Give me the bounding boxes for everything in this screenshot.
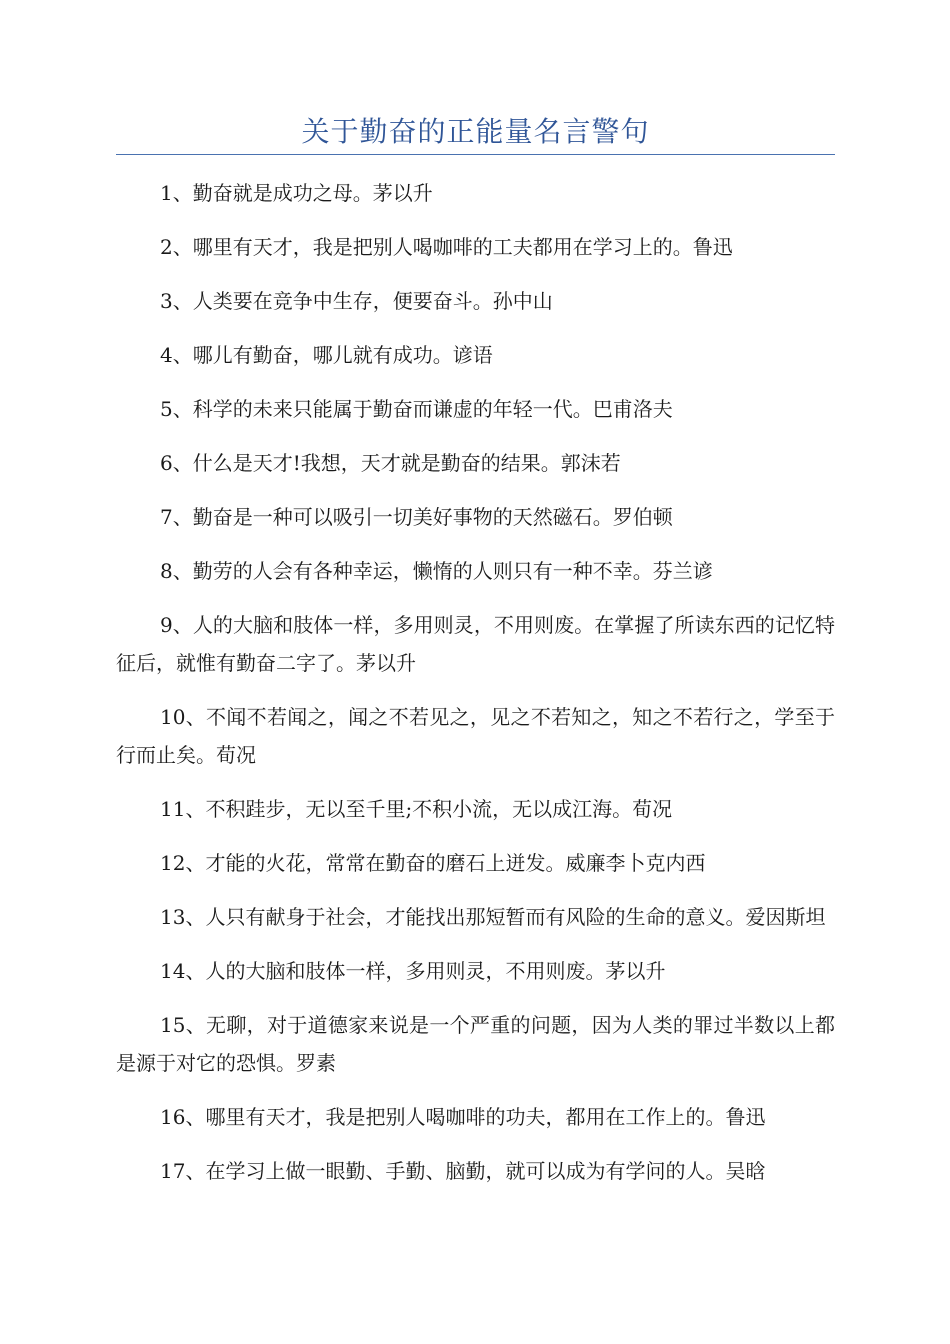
quote-paragraph-13: 13、人只有献身于社会，才能找出那短暂而有风险的生命的意义。爱因斯坦 bbox=[160, 905, 826, 929]
quote-paragraph-11: 11、不积跬步，无以至千里;不积小流，无以成江海。荀况 bbox=[160, 797, 673, 821]
quote-paragraph-6: 6、什么是天才!我想，天才就是勤奋的结果。郭沫若 bbox=[160, 451, 621, 475]
title-underline bbox=[116, 154, 835, 155]
document-body bbox=[116, 174, 835, 1206]
quote-paragraph-7: 7、勤奋是一种可以吸引一切美好事物的天然磁石。罗伯顿 bbox=[160, 505, 673, 529]
quote-paragraph-10: 10、不闻不若闻之，闻之不若见之，见之不若知之，知之不若行之，学至于行而止矣。荀况 bbox=[116, 705, 835, 767]
quote-paragraph-1: 1、勤奋就是成功之母。茅以升 bbox=[160, 181, 433, 205]
quote-paragraph-15: 15、无聊，对于道德家来说是一个严重的问题，因为人类的罪过半数以上都是源于对它的恐惧。罗素 bbox=[116, 1013, 835, 1075]
document-title: 关于勤奋的正能量名言警句 bbox=[301, 115, 650, 148]
quote-paragraph-17: 17、在学习上做一眼勤、手勤、脑勤，就可以成为有学问的人。吴晗 bbox=[160, 1159, 766, 1183]
quote-paragraph-12: 12、才能的火花，常常在勤奋的磨石上迸发。威廉李卜克内西 bbox=[160, 851, 706, 875]
quote-paragraph-4: 4、哪儿有勤奋，哪儿就有成功。谚语 bbox=[160, 343, 493, 367]
quote-paragraph-5: 5、科学的未来只能属于勤奋而谦虚的年轻一代。巴甫洛夫 bbox=[160, 397, 673, 421]
quote-paragraph-16: 16、哪里有天才，我是把别人喝咖啡的功夫，都用在工作上的。鲁迅 bbox=[160, 1105, 766, 1129]
quote-paragraph-14: 14、人的大脑和肢体一样，多用则灵，不用则废。茅以升 bbox=[160, 959, 666, 983]
quote-paragraph-2: 2、哪里有天才，我是把别人喝咖啡的工夫都用在学习上的。鲁迅 bbox=[160, 235, 733, 259]
quote-paragraph-8: 8、勤劳的人会有各种幸运，懒惰的人则只有一种不幸。芬兰谚 bbox=[160, 559, 713, 583]
quote-paragraph-3: 3、人类要在竞争中生存，便要奋斗。孙中山 bbox=[160, 289, 553, 313]
quote-paragraph-9: 9、人的大脑和肢体一样，多用则灵，不用则废。在掌握了所读东西的记忆特征后，就惟有勤奋二字了。茅以升 bbox=[116, 613, 835, 675]
